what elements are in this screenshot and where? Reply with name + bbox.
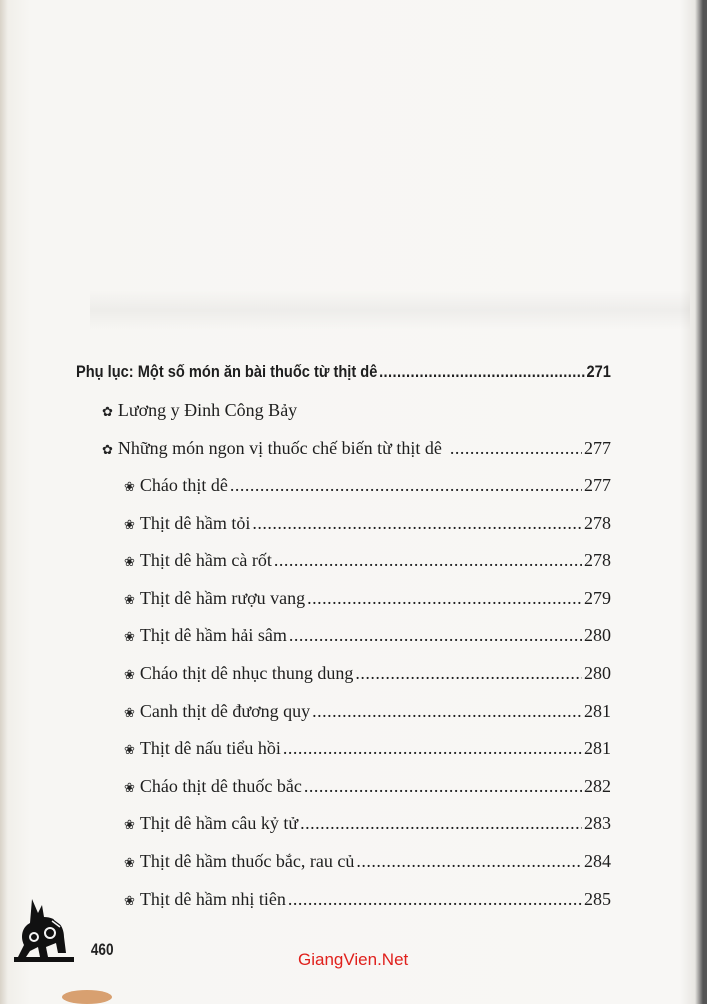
item-title: Cháo thịt dê (139, 475, 228, 495)
page-number: 460 (90, 940, 114, 959)
item-page: 285 (584, 888, 611, 909)
small-flower-bullet-icon: ❀ (124, 629, 135, 645)
watermark: GiangVien.Net (298, 950, 409, 969)
item-title: Thịt dê hầm cà rốt (139, 550, 272, 571)
small-flower-bullet-icon: ❀ (124, 742, 135, 758)
dot-leader (304, 776, 582, 797)
item-page: 278 (584, 512, 611, 533)
item-title: Thịt dê hầm rượu vang (139, 587, 306, 608)
finger-smudge (62, 990, 112, 1004)
item-title: Thịt dê hầm tỏi (139, 512, 251, 533)
item-page: 279 (584, 587, 611, 608)
toc-section (102, 438, 611, 459)
item-title: Cháo thịt dê nhục thung dung (139, 663, 354, 683)
toc-section (102, 400, 611, 421)
small-flower-bullet-icon: ❀ (124, 479, 135, 494)
toc-item (124, 475, 611, 496)
dot-leader (300, 813, 582, 834)
flower-bullet-icon: ✿ (102, 404, 113, 419)
toc-item (124, 625, 611, 646)
toc-item (124, 889, 611, 910)
item-title: Thịt dê hầm nhị tiên (139, 888, 286, 909)
toc-item (124, 663, 611, 684)
small-flower-bullet-icon: ❀ (124, 779, 135, 795)
toc-item (124, 701, 611, 722)
flower-bullet-icon: ✿ (102, 442, 113, 457)
small-flower-bullet-icon: ❀ (124, 554, 135, 570)
dot-leader (379, 362, 585, 382)
item-page: 284 (584, 851, 611, 871)
toc-item (124, 738, 611, 759)
item-page: 282 (584, 775, 611, 796)
section-title: Những món ngon vị thuốc chế biến từ thịt dê (117, 438, 442, 458)
small-flower-bullet-icon: ❀ (124, 817, 135, 833)
toc-item (124, 550, 611, 571)
item-title: Thịt dê hầm hải sâm (139, 625, 287, 646)
item-title: Thịt dê nấu tiểu hồi (139, 738, 281, 759)
dot-leader (283, 738, 582, 759)
dot-leader (450, 438, 582, 459)
dot-leader (274, 550, 582, 571)
toc-item (124, 813, 611, 834)
toc-item (124, 588, 611, 609)
page-shadow (90, 290, 690, 330)
item-page: 281 (584, 700, 611, 721)
item-page: 278 (584, 550, 611, 571)
section-page: 277 (584, 438, 611, 458)
small-flower-bullet-icon: ❀ (124, 892, 135, 908)
heading-page: 271 (586, 362, 611, 381)
small-flower-bullet-icon: ❀ (124, 855, 135, 870)
goat-logo-icon (12, 895, 82, 970)
dot-leader (288, 889, 582, 910)
item-title: Cháo thịt dê thuốc bắc (139, 775, 302, 796)
dot-leader (355, 663, 582, 684)
item-title: Thịt dê hầm câu kỷ tử (139, 813, 299, 834)
toc-item (124, 851, 611, 872)
item-page: 280 (584, 625, 611, 646)
small-flower-bullet-icon: ❀ (124, 516, 135, 532)
item-page: 277 (584, 475, 611, 495)
item-title: Canh thịt dê đương quy (139, 700, 311, 721)
item-page: 281 (584, 738, 611, 759)
dot-leader (356, 851, 582, 872)
dot-leader (312, 701, 582, 722)
section-title: Lương y Đinh Công Bảy (117, 400, 298, 420)
heading-title: Phụ lục: Một số món ăn bài thuốc từ thịt dê (76, 362, 378, 381)
toc-item (124, 776, 611, 797)
toc-heading (76, 362, 611, 382)
dot-leader (307, 588, 582, 609)
dot-leader (289, 625, 582, 646)
dot-leader (230, 475, 582, 496)
item-page: 283 (584, 813, 611, 834)
small-flower-bullet-icon: ❀ (124, 704, 135, 720)
item-page: 280 (584, 663, 611, 683)
small-flower-bullet-icon: ❀ (124, 667, 135, 682)
toc-item (124, 513, 611, 534)
dot-leader (252, 513, 582, 534)
item-title: Thịt dê hầm thuốc bắc, rau củ (139, 851, 355, 871)
small-flower-bullet-icon: ❀ (124, 591, 135, 607)
